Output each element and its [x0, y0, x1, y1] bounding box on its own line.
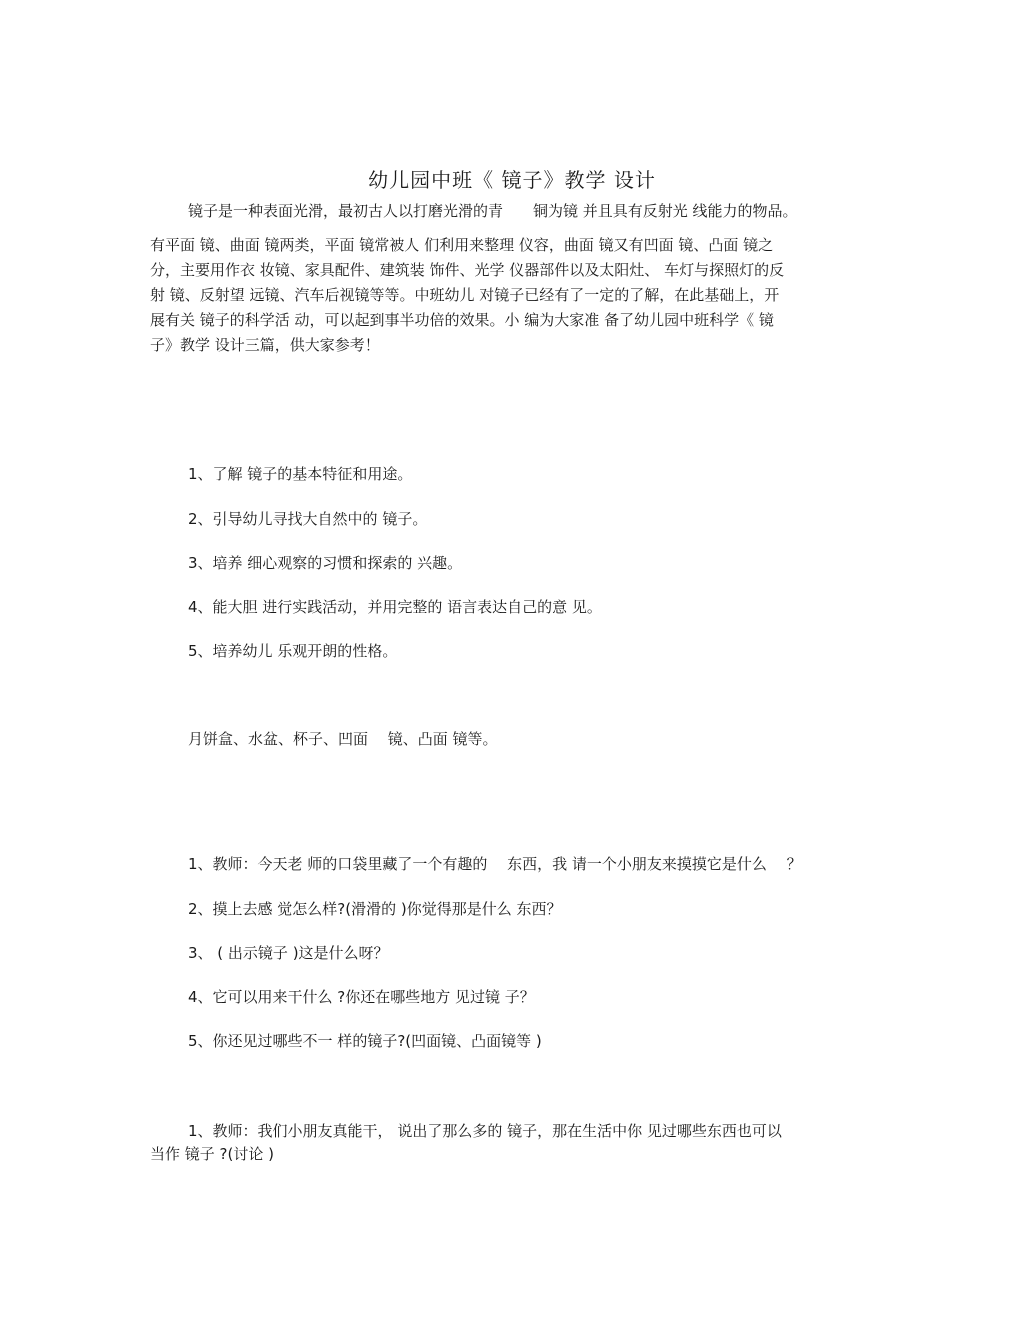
intro-line-5: 展有关 镜子的科学活 动，可以起到事半功倍的效果。小 编为大家准 备了幼儿园中班科学《 镜	[150, 311, 774, 329]
process-item-4: 4、它可以用来干什么 ?你还在哪些地方 见过镜 子？	[188, 988, 535, 1006]
process-item-5: 5、你还见过哪些不一 样的镜子?(凹面镜、凸面镜等 )	[188, 1032, 542, 1050]
goal-item-1: 1、了解 镜子的基本特征和用途。	[188, 465, 413, 483]
goal-item-4: 4、能大胆 进行实践活动，并用完整的 语言表达自己的意 见。	[188, 598, 602, 616]
materials-line: 月饼盒、水盆、杯子、凹面 镜、凸面 镜等。	[188, 730, 498, 748]
intro-line-2: 有平面 镜、曲面 镜两类，平面 镜常被人 们利用来整理 仪容，曲面 镜又有凹面 镜、凸面 镜之	[150, 236, 774, 254]
process-item-3: 3、 ( 出示镜子 )这是什么呀？	[188, 944, 389, 962]
intro-line-4: 射 镜、反射望 远镜、汽车后视镜等等。中班幼儿 对镜子已经有了一定的了解，在此基础上，开	[150, 286, 780, 304]
goal-item-5: 5、培养幼儿 乐观开朗的性格。	[188, 642, 398, 660]
intro-line-1: 镜子是一种表面光滑，最初古人以打磨光滑的青 铜为镜 并且具有反射光 线能力的物品。	[188, 202, 798, 220]
goal-item-3: 3、培养 细心观察的习惯和探索的 兴趣。	[188, 554, 463, 572]
process-item-1: 1、教师：今天老 师的口袋里藏了一个有趣的 东西，我 请一个小朋友来摸摸它是什么 ？	[188, 855, 802, 873]
intro-line-6: 子》教学 设计三篇，供大家参考！	[150, 336, 380, 354]
process2-line-2: 当作 镜子 ?(讨论 )	[150, 1145, 274, 1163]
document-title: 幼儿园中班《 镜子》教学 设计	[368, 168, 656, 192]
process2-line-1: 1、教师：我们小朋友真能干， 说出了那么多的 镜子，那在生活中你 见过哪些东西也可以	[188, 1122, 782, 1140]
goal-item-2: 2、引导幼儿寻找大自然中的 镜子。	[188, 510, 428, 528]
intro-line-3: 分，主要用作衣 妆镜、家具配件、建筑装 饰件、光学 仪器部件以及太阳灶、 车灯与探照灯的反	[150, 261, 785, 279]
process-item-2: 2、摸上去感 觉怎么样?(滑滑的 )你觉得那是什么 东西？	[188, 900, 562, 918]
